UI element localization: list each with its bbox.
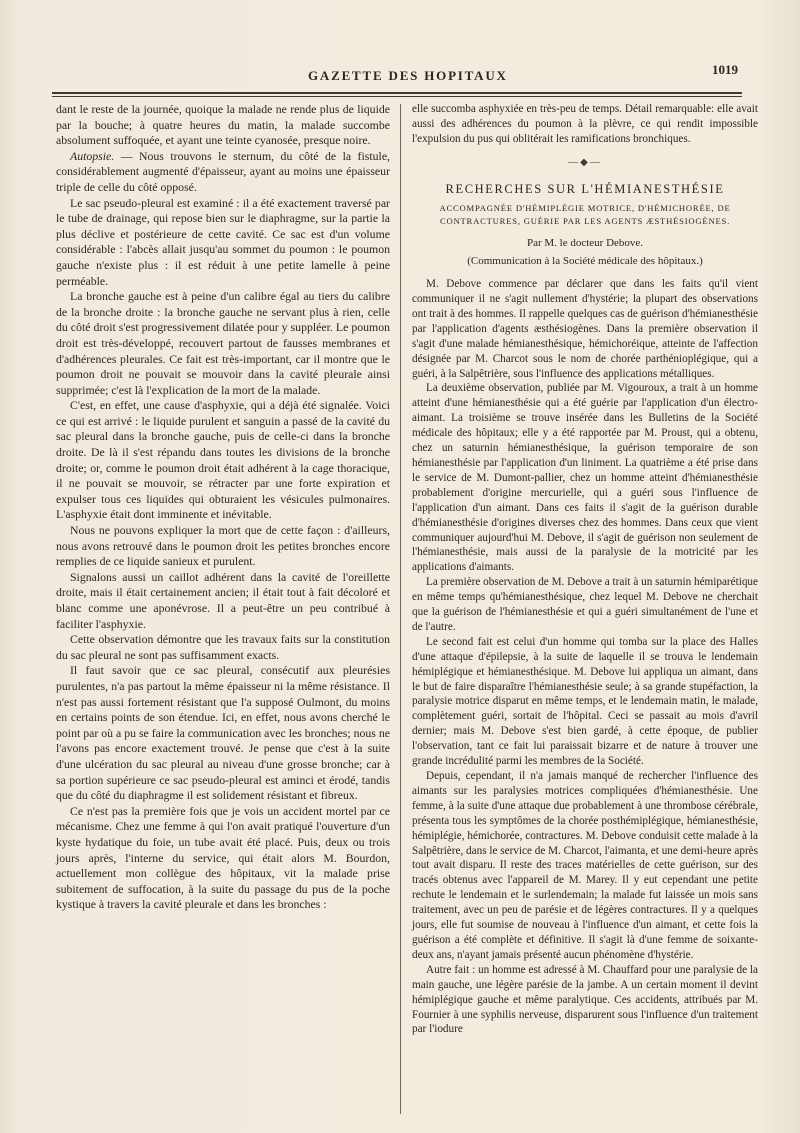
paragraph: C'est, en effet, une cause d'asphyxie, qui a déjà été signalée. Voici ce qui est arrivé : le liquide purulent et sanguin a passé de la cavité du sac pleural dans la bronche gauche, puis de celle-ci dans la bronche droite. De là il s'est répandu dans toutes les divisions de la bronche droite; or, comme le poumon droit était adhérent à la cage thoracique, il ne pouvait se mouvoir, se rétracter par une forte expiration et expulser tous ces liquides qui obturaient les vésicules pulmonaires. L'asphyxie était dont imminente et inévitable. xyxy=(56,398,390,522)
paragraph-autopsie xyxy=(56,149,390,196)
autopsie-text: — Nous trouvons le sternum, du côté de la fistule, considérablement augmenté d'épaisseur, ayant au moins une épaisseur triple de celle du côté opposé. xyxy=(56,148,390,194)
paragraph: Depuis, cependant, il n'a jamais manqué de rechercher l'influence des aimants sur les paralysies motrices compliquées d'hémianesthésie. Une femme, à la suite d'une attaque due probablement à une thrombose cérébrale, présenta tous les symptômes de la chorée posthémiplégique, hémianesthésie, hémiplégie, hémichorée, contractures. M. Debove conduisit cette malade à la Salpêtrière, dans le service de M. Charcot, l'aimanta, et une demi-heure après tout avait disparu. Il reste des traces matérielles de cette guérison, sur des tracés obtenus avec l'appareil de M. Marey. Il y eut cependant une petite rechute le lendemain et le surlendemain; la malade fut laissée un mois sans traitement, avec un peu de parésie et de légères contractures. Il y a quelques jours, elle fut soumise de nouveau à l'influence d'un aimant, et cette fois la guérison a été complète et définitive. Il s'agit là d'une femme de soixante-deux ans, n'ayant jamais présenté aucun phénomène d'hystérie. xyxy=(412,770,758,961)
paragraph: Cette observation démontre que les travaux faits sur la constitution du sac pleural ne sont pas suffisamment exacts. xyxy=(56,632,390,662)
journal-title: GAZETTE DES HOPITAUX xyxy=(308,68,508,83)
paragraph: Ce n'est pas la première fois que je vois un accident mortel par ce mécanisme. Chez une femme à qui l'on avait pratiqué l'ouverture d'un kyste hydatique du foie, un tube avait été placé. Puis, deux ou trois jours après, l'interne du service, qui était alors M. Bourdon, actuellement mon collègue des hôpitaux, vit la malade prise subitement de suffocation, à la suite du passage du pus de la poche kystique à travers la cavité pleurale et dans les bronches : xyxy=(56,803,390,912)
autopsie-lead: Autopsie. xyxy=(70,148,115,163)
paragraph: La première observation de M. Debove a trait à un saturnin hémiparétique en même temps qu'hémianesthésique, chez lequel M. Debove ne cherchait que la guérison de l'hémianesthésie et qui a guéri simultanément de l'une et de l'autre. xyxy=(412,576,758,633)
paragraph: Le second fait est celui d'un homme qui tomba sur la place des Halles d'une attaque d'épilepsie, à la suite de laquelle il se trouva le lendemain hémiplégique et hémianesthésique. M. Debove lui appliqua un aimant, dans le but de faire disparaître l'hémianesthésie seule; à sa grande stupéfaction, la paralysie motrice disparut en même temps, et le lendemain matin, le malade, complètement guéri, sortait de l'hôpital. Ceci se passait au mois d'avril dernier; mais M. Debove s'est bien gardé, à cette époque, de publier l'observation, tant ce fait lui paraissait bizarre et de nature à trouver une grande incrédulité parmi les membres de la Société. xyxy=(412,635,758,768)
page-header xyxy=(48,60,738,90)
paragraph: Il faut savoir que ce sac pleural, consécutif aux pleurésies purulentes, n'a pas partout la même épaisseur ni la même résistance. Il n'est pas aussi fortement résistant que l'a supposé Oulmont, du moins en certains points de son étendue. Ici, en effet, nous avons cherché le point par où a pu se faire la communication avec les bronches; nous ne l'avons pas encore exactement trouvé. Je pense que c'est à la suite d'une ulcération du sac pleural au niveau d'une grosse bronche; car à sa portion supérieure ce sac pseudo-pleural est aminci et érodé, tandis que du côté du diaphragme il est solidement résistant et fibreux. xyxy=(56,663,390,803)
article-communication: (Communication à la Société médicale des hôpitaux.) xyxy=(467,254,703,267)
page-number: 1019 xyxy=(712,62,738,77)
paragraph: Signalons aussi un caillot adhérent dans la cavité de l'oreillette droite, mais il était certainement ancien; il était tout à fait décoloré et blanc comme une aponévrose. Il a peut-être un peu contribué à faciliter l'asphyxie. xyxy=(56,569,390,631)
section-ornament: —◆— xyxy=(568,156,602,168)
header-rule xyxy=(52,92,742,94)
paragraph: elle succomba asphyxiée en très-peu de temps. Détail remarquable: elle avait aussi des adhérences du poumon à la plèvre, ce qui rendit impossible l'expulsion du pus qui oblitérait les ramifications bronchiques. xyxy=(412,103,758,145)
article-subtitle: ACCOMPAGNÉE D'HÉMIPLÉGIE MOTRICE, D'HÉMICHORÉE, DE CONTRACTURES, GUÉRIE PAR LES AGENTS ÆSTHÉSIOGÈNES. xyxy=(439,202,731,226)
article-byline: Par M. le docteur Debove. xyxy=(526,236,644,249)
left-column xyxy=(56,102,390,913)
paragraph: La bronche gauche est à peine d'un calibre égal au tiers du calibre de la bronche droite : la bronche gauche ne servant plus à rien, celle du côté droit s'est progressivement dilatée pour y suppléer. Le poumon droit est très-développé, recouvert partout de fausses membranes et d'adhérences pleurales. Ce fait est très-important, car il montre que le poumon droit ne pouvait se mouvoir dans la cavité pleurale ainsi supprimée; c'est là l'explication de la mort de la malade. xyxy=(56,289,390,397)
paragraph: Le sac pseudo-pleural est examiné : il a été exactement traversé par le tube de drainage, qui repose bien sur le diaphragme, sur la partie la plus déclive et postérieure de cette cavité. Ce sac est d'un volume considérable : l'abcès allait jusqu'au sommet du poumon : le poumon gauche n'existe plus : il est réduit à une petite lamelle à peine perméable. xyxy=(56,195,390,288)
header-rule-thin xyxy=(52,96,742,97)
paragraph: M. Debove commence par déclarer que dans les faits qu'il vient communiquer il ne s'agit nullement d'hystérie; la plupart des observations ont trait à des hommes. Il rappelle quelques cas de guérison d'hémianesthésie par l'application d'agents æsthésiogènes. Dans la première observation il s'agit d'une malade hémianesthésique, hémichoréique, atteinte de l'affection désignée par M. Charcot sous le nom de chorée parthénioplégique, qui a guéri, à la Salpêtrière, sous l'influence des applications métalliques. xyxy=(412,278,758,380)
paragraph: La deuxième observation, publiée par M. Vigouroux, a trait à un homme atteint d'une hémianesthésie qui a été guérie par l'application d'un électro-aimant. La troisième se trouve insérée dans les Bulletins de la Société médicale des hôpitaux; elle y a été rapportée par M. Proust, qui a obtenu, chez un saturnin hémianesthésique, la guérison temporaire de son hémianesthésie par l'application d'un liniment. La quatrième a été prise dans le service de M. Dumont-pallier, chez un homme atteint d'hémianesthésie probablement d'origine mercurielle, qui a guéri sous l'influence de l'application d'un aimant. Dans ces faits il s'agit de la guérison durable d'hémianesthésie d'origines diverses chez des hommes. Dans ceux que vient communiquer aujourd'hui M. Debove, il s'agit de guérison non seulement de l'hémianesthésie, mais aussi de la paralysie de la motricité par les applications d'aimants. xyxy=(412,382,758,574)
right-column xyxy=(412,102,758,1037)
paragraph: Nous ne pouvons expliquer la mort que de cette façon : d'ailleurs, nous avons retrouvé dans le poumon droit les petites bronches encore remplies de ce liquide sanieux et purulent. xyxy=(56,523,390,569)
article-title: RECHERCHES SUR L'HÉMIANESTHÉSIE xyxy=(445,182,725,197)
paragraph: Autre fait : un homme est adressé à M. Chauffard pour une paralysie de la main gauche, une légère parésie de la jambe. A un certain moment il devint hémiplégique gauche et même paralytique. Ces accidents, attribués par M. Fournier à une syphilis nerveuse, disparurent sous l'influence d'un traitement par l'iodure xyxy=(412,963,758,1036)
paragraph: dant le reste de la journée, quoique la malade ne rende plus de liquide par la bouche; à quatre heures du matin, la malade succombe absolument suffoquée, et ayant une teinte cyanosée, presque noire. xyxy=(56,102,390,148)
column-divider xyxy=(400,104,401,1114)
